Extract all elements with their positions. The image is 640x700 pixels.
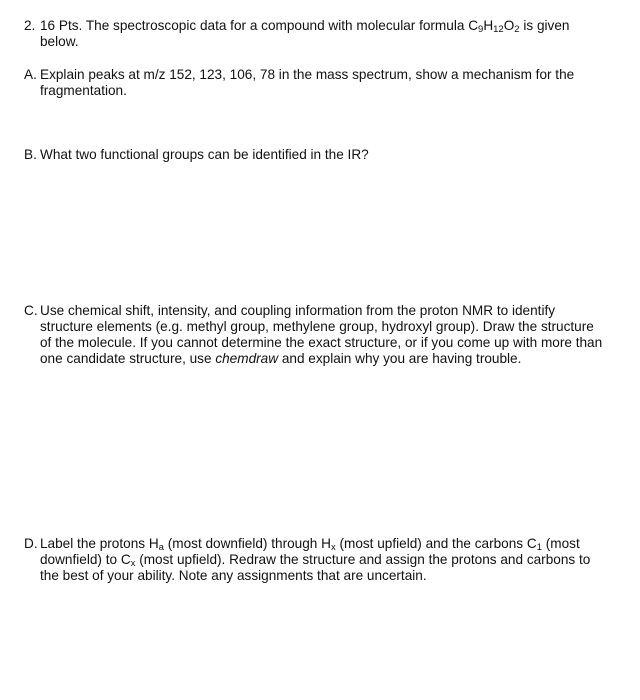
part-b-text: What two functional groups can be identified in the IR?	[40, 147, 369, 162]
part-d-label: D.	[24, 536, 38, 551]
part-c-text: Use chemical shift, intensity, and coupling information from the proton NMR to identify structure elements (e.g. methyl group, methylene group, hydroxyl group). Draw the structure of the molecule. If you cannot determine the exact structure, or if you come up with more than one candidate structure, use chemdraw and explain why you are having trouble.	[40, 303, 603, 366]
question-points: 16 Pts.	[40, 18, 83, 33]
part-c-label: C.	[24, 303, 38, 318]
part-a	[24, 67, 604, 99]
chemdraw-emphasis: chemdraw	[215, 351, 279, 366]
part-b	[24, 147, 604, 163]
part-d-text: Label the protons $H_a$ (most downfield) through $H_x$ (most upfield) and the carbons $C_1$ (most downfield) to $C_x$ (most upfield). Redraw the structure and assign the protons and carbons to the best of your ability. Note any assignments that are uncertain.	[40, 536, 591, 583]
question-header	[24, 18, 604, 50]
part-a-label: A.	[24, 67, 37, 82]
part-b-label: B.	[24, 147, 37, 162]
part-c	[24, 303, 604, 367]
molecular-formula: $C_9H_{12}O_2$	[468, 18, 520, 35]
part-a-text: Explain peaks at m/z 152, 123, 106, 78 in the mass spectrum, show a mechanism for the fragmentation.	[40, 67, 575, 98]
question-number: 2.	[24, 18, 36, 33]
part-d	[24, 536, 604, 584]
question-intro: 16 Pts. The spectroscopic data for a compound with molecular formula $C_9H_{12}O_2$ is given below.	[40, 18, 570, 49]
